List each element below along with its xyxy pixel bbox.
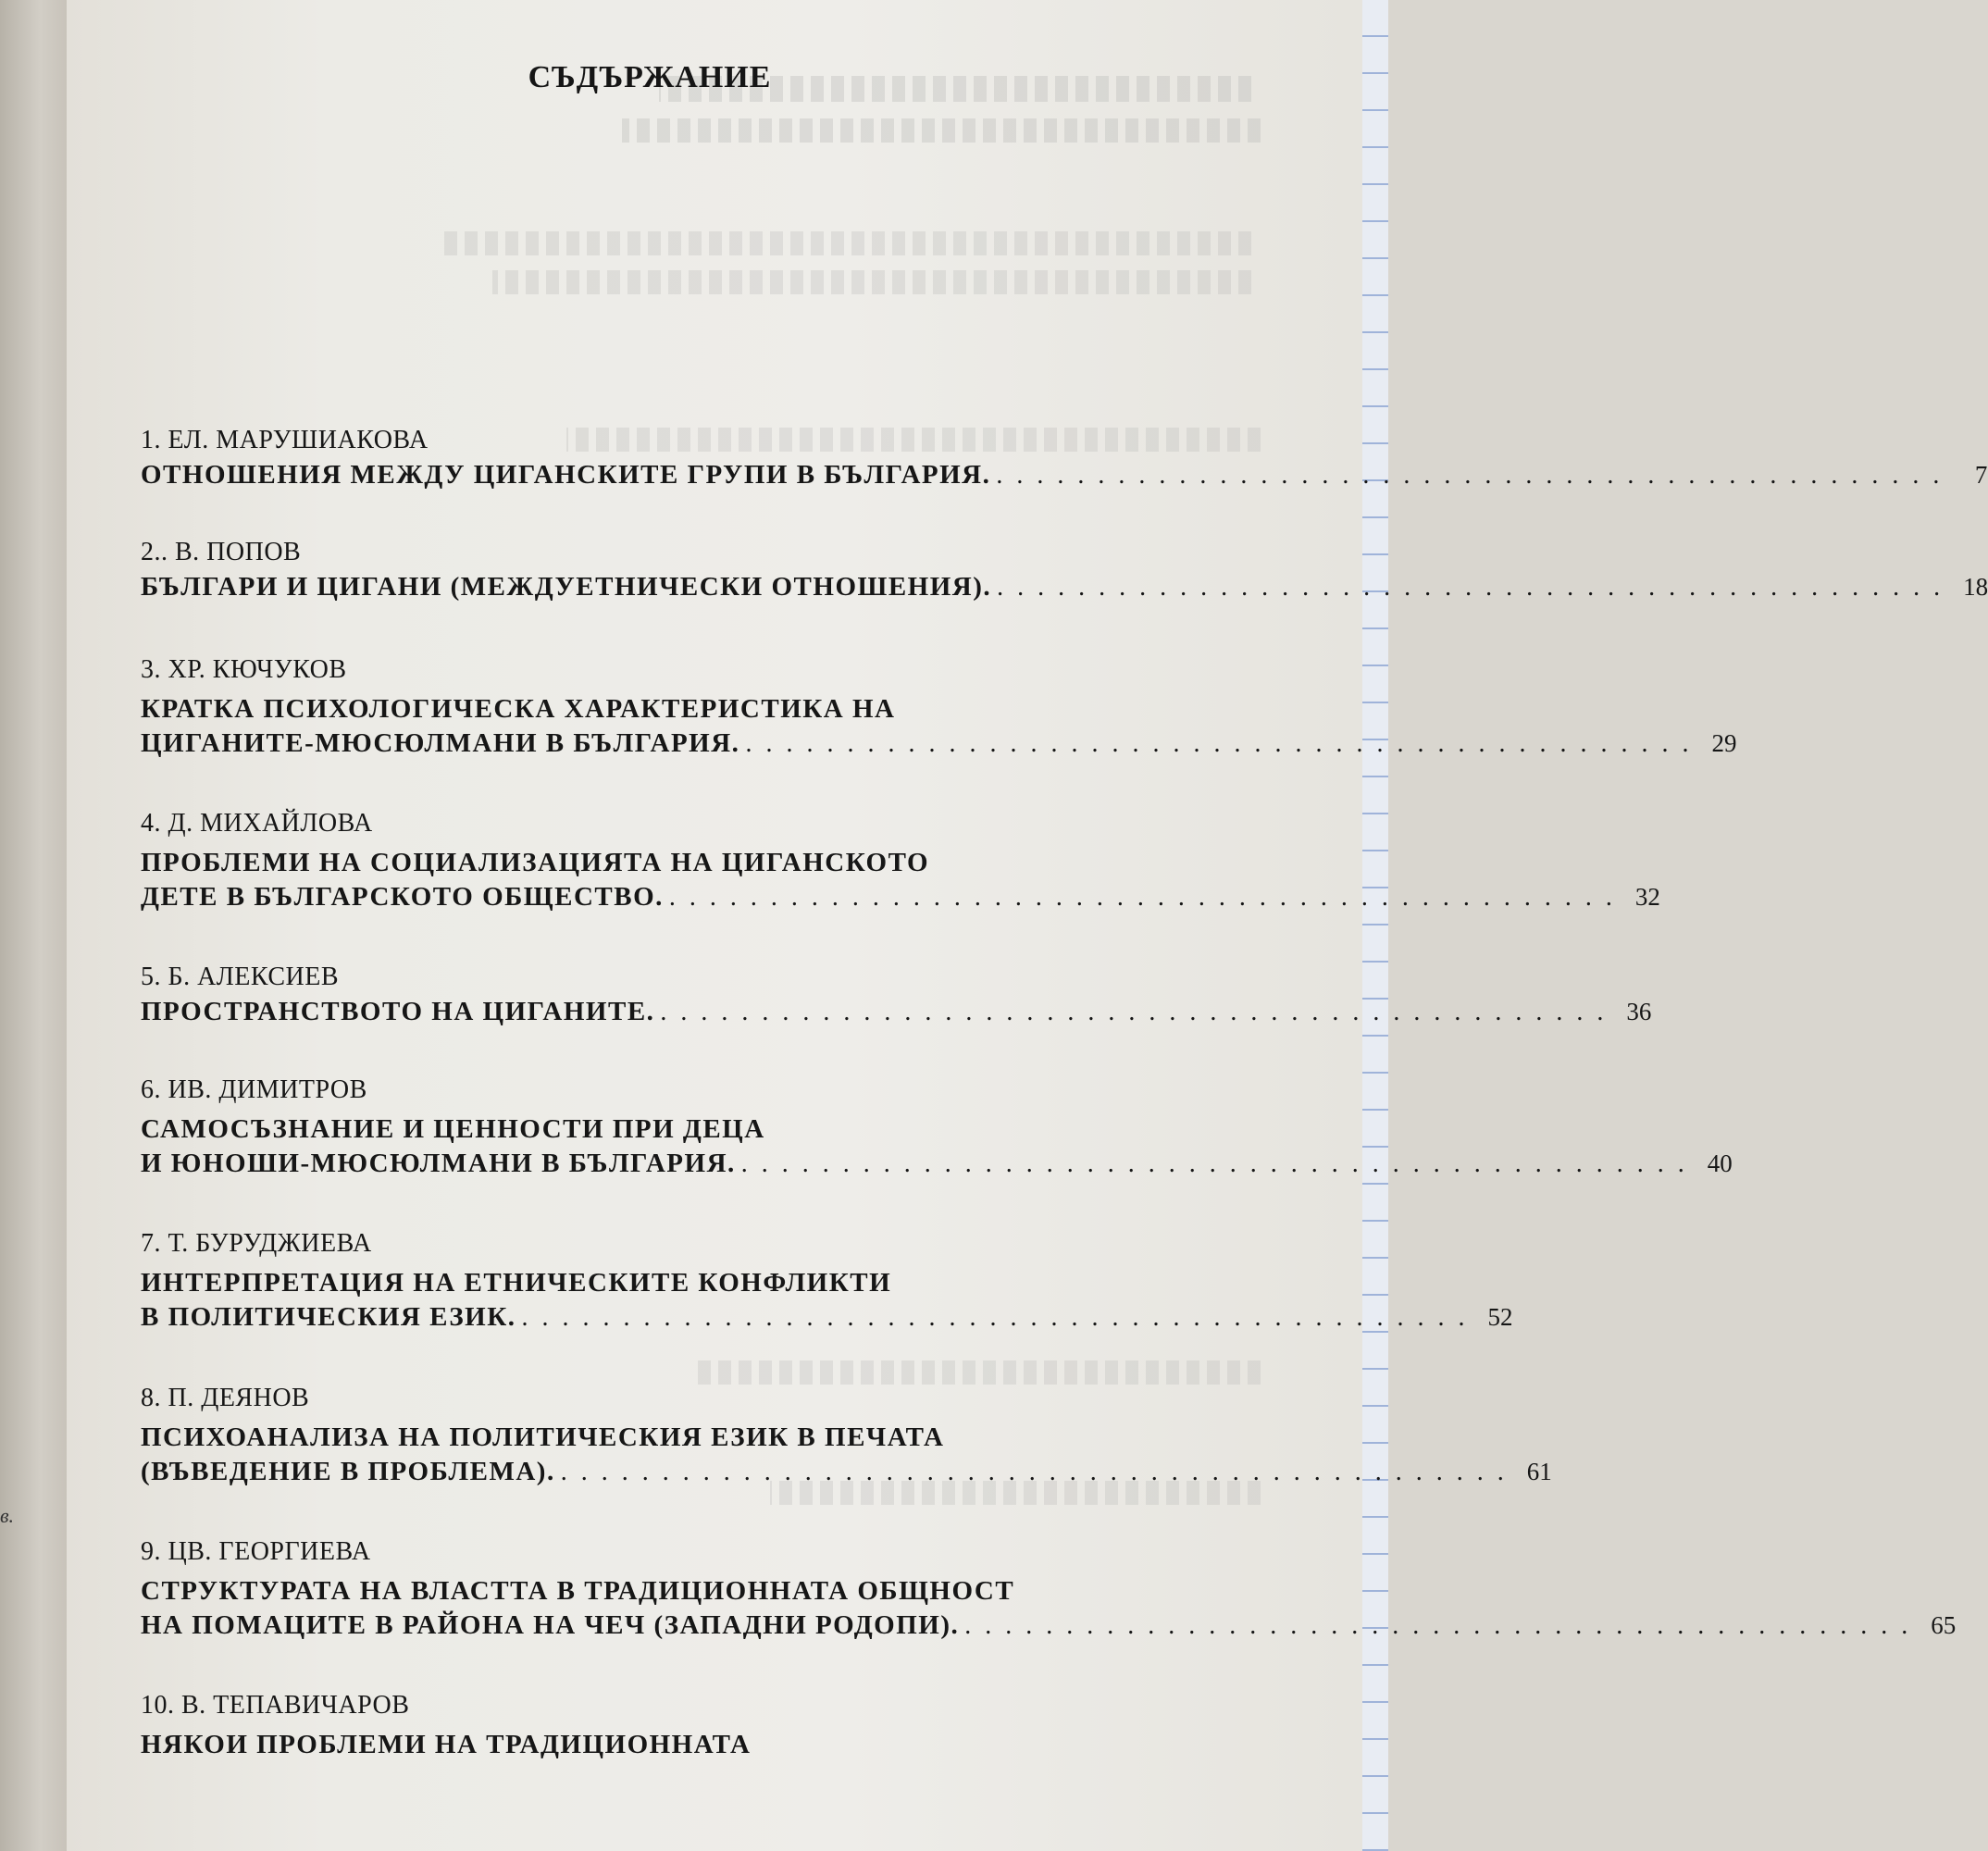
toc-author: 10. В. ТЕПАВИЧАРОВ	[141, 1691, 410, 1720]
toc-title: ПРОСТРАНСТВОТО НА ЦИГАНИТЕ.	[141, 997, 655, 1026]
toc-leader-dots: . . . . . . . . . . . . . . . . . . . . . . . . . . . . . . . . . . . . . . . . . . . . . . .	[996, 461, 1944, 490]
toc-title: ДЕТЕ В БЪЛГАРСКОТО ОБЩЕСТВО.	[141, 882, 664, 912]
toc-title: (ВЪВЕДЕНИЕ В ПРОБЛЕМА).	[141, 1457, 555, 1486]
notebook-paper-edge	[1362, 0, 1388, 1851]
toc-author: 2.. В. ПОПОВ	[141, 538, 302, 566]
toc-entry	[141, 1533, 1957, 1641]
toc-author: 1. ЕЛ. МАРУШИАКОВА	[141, 426, 429, 454]
toc-title: ПСИХОАНАЛИЗА НА ПОЛИТИЧЕСКИЯ ЕЗИК В ПЕЧАТА	[141, 1422, 945, 1452]
page-title: СЪДЪРЖАНИЕ	[528, 60, 772, 94]
toc-title-line	[141, 728, 1737, 759]
toc-title-line	[141, 997, 1652, 1027]
toc-leader-dots: . . . . . . . . . . . . . . . . . . . . . . . . . . . . . . . . . . . . . . . . . . . . . . .	[745, 729, 1693, 758]
toc-entry	[141, 1379, 1552, 1487]
toc-author: 6. ИВ. ДИМИТРОВ	[141, 1075, 367, 1104]
toc-title: ЦИГАНИТЕ-МЮСЮЛМАНИ В БЪЛГАРИЯ.	[141, 728, 740, 758]
toc-author: 7. Т. БУРУДЖИЕВА	[141, 1229, 372, 1258]
toc-entry	[141, 1686, 1299, 1764]
toc-title: КРАТКА ПСИХОЛОГИЧЕСКА ХАРАКТЕРИСТИКА НА	[141, 694, 896, 724]
toc-title-line	[141, 1457, 1552, 1487]
toc-leader-dots: . . . . . . . . . . . . . . . . . . . . . . . . . . . . . . . . . . . . . . . . . . . . . . .	[740, 1149, 1688, 1178]
toc-leader-dots: . . . . . . . . . . . . . . . . . . . . . . . . . . . . . . . . . . . . . . . . . . . . . . .	[997, 573, 1945, 602]
toc-leader-dots: . . . . . . . . . . . . . . . . . . . . . . . . . . . . . . . . . . . . . . . . . . . . . . .	[560, 1458, 1508, 1486]
toc-entry	[141, 804, 1660, 913]
toc-entry	[141, 1071, 1733, 1179]
toc-page-number: 32	[1634, 883, 1660, 911]
toc-leader-dots: . . . . . . . . . . . . . . . . . . . . . . . . . . . . . . . . . . . . . . . . . . . . . . .	[521, 1303, 1469, 1332]
toc-page-number: 65	[1931, 1611, 1957, 1639]
book-page	[67, 0, 1988, 1851]
toc-leader-dots: . . . . . . . . . . . . . . . . . . . . . . . . . . . . . . . . . . . . . . . . . . . . . . .	[668, 883, 1616, 912]
show-through-text	[492, 270, 1251, 294]
toc-page-number: 7	[1974, 461, 1988, 489]
toc-title: НЯКОИ ПРОБЛЕМИ НА ТРАДИЦИОННАТА	[141, 1730, 752, 1759]
toc-title: ОТНОШЕНИЯ МЕЖДУ ЦИГАНСКИТЕ ГРУПИ В БЪЛГАРИЯ.	[141, 460, 991, 490]
left-page-edge	[0, 0, 67, 1851]
toc-title: В ПОЛИТИЧЕСКИЯ ЕЗИК.	[141, 1302, 516, 1332]
toc-author: 5. Б. АЛЕКСИЕВ	[141, 963, 340, 991]
toc-page-number: 36	[1626, 998, 1652, 1025]
toc-page-number: 61	[1526, 1458, 1552, 1485]
toc-title-line	[141, 882, 1660, 913]
toc-title-line	[141, 1149, 1733, 1179]
toc-title: САМОСЪЗНАНИЕ И ЦЕННОСТИ ПРИ ДЕЦА	[141, 1114, 765, 1144]
toc-author: 9. ЦВ. ГЕОРГИЕВА	[141, 1537, 371, 1566]
toc-author: 4. Д. МИХАЙЛОВА	[141, 809, 373, 838]
toc-title: НА ПОМАЦИТЕ В РАЙОНА НА ЧЕЧ (ЗАПАДНИ РОДОПИ).	[141, 1610, 960, 1640]
toc-title: ПРОБЛЕМИ НА СОЦИАЛИЗАЦИЯТА НА ЦИГАНСКОТО	[141, 848, 930, 877]
toc-title-line	[141, 1610, 1957, 1641]
toc-author: 3. ХР. КЮЧУКОВ	[141, 655, 347, 684]
show-through-text	[437, 231, 1251, 255]
toc-leader-dots: . . . . . . . . . . . . . . . . . . . . . . . . . . . . . . . . . . . . . . . . . . . . . . .	[660, 998, 1608, 1026]
toc-leader-dots: . . . . . . . . . . . . . . . . . . . . . . . . . . . . . . . . . . . . . . . . . . . . . . .	[964, 1611, 1912, 1640]
toc-title: СТРУКТУРАТА НА ВЛАСТТА В ТРАДИЦИОННАТА ОБЩНОСТ	[141, 1576, 1015, 1606]
toc-title: ИНТЕРПРЕТАЦИЯ НА ЕТНИЧЕСКИТЕ КОНФЛИКТИ	[141, 1268, 892, 1298]
toc-title-line	[141, 572, 1988, 603]
toc-entry	[141, 651, 1737, 759]
toc-title: БЪЛГАРИ И ЦИГАНИ (МЕЖДУЕТНИЧЕСКИ ОТНОШЕНИЯ).	[141, 572, 992, 602]
toc-entry	[141, 421, 1988, 491]
toc-page-number: 52	[1487, 1303, 1513, 1331]
toc-author: 8. П. ДЕЯНОВ	[141, 1384, 310, 1412]
toc-entry	[141, 958, 1652, 1027]
toc-title-line	[141, 1302, 1513, 1333]
toc-page-number: 40	[1707, 1149, 1733, 1177]
margin-handwritten-mark: в.	[0, 1504, 15, 1527]
toc-page-number: 29	[1711, 729, 1737, 757]
toc-entry	[141, 533, 1988, 603]
show-through-text	[622, 118, 1261, 143]
toc-title: И ЮНОШИ-МЮСЮЛМАНИ В БЪЛГАРИЯ.	[141, 1149, 736, 1178]
toc-title-line	[141, 460, 1988, 491]
toc-page-number: 18	[1963, 573, 1988, 601]
toc-entry	[141, 1224, 1513, 1333]
